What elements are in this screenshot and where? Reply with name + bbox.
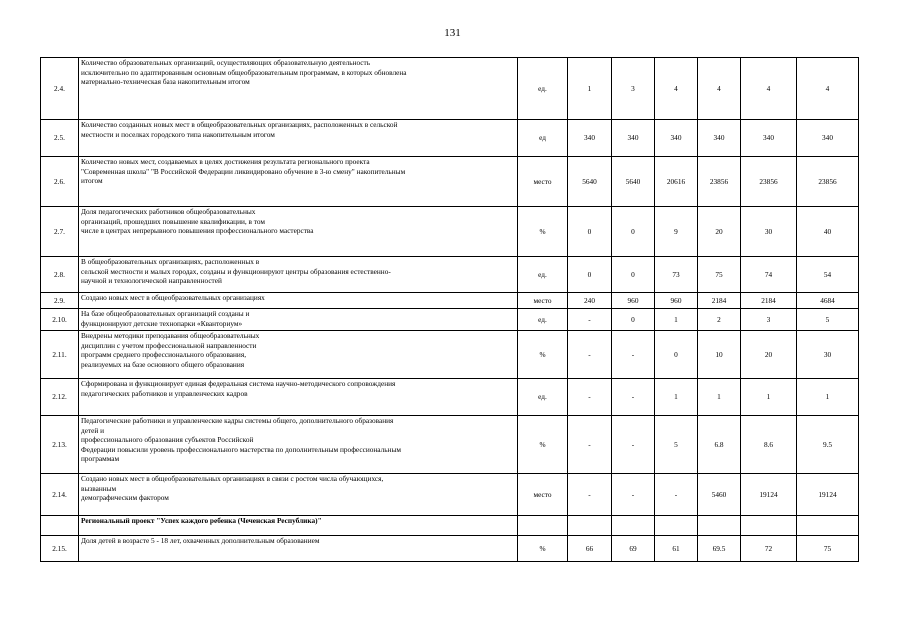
value-cell: 20616 (655, 157, 698, 207)
row-number: 2.10. (41, 309, 79, 331)
indicator-name-line: Количество созданных новых мест в общеобразовательных организациях, расположенных в сельской (81, 120, 398, 129)
indicator-name (79, 536, 518, 562)
value-cell: - (568, 474, 612, 516)
value-cell: 340 (741, 120, 797, 157)
row-number: 2.8. (41, 257, 79, 293)
indicator-name-line: итогом (81, 176, 103, 185)
value-cell: 0 (612, 207, 655, 257)
indicator-name-line: дисциплин с учетом профессиональной направленности (81, 340, 257, 350)
indicator-name (79, 331, 518, 379)
value-cell (741, 516, 797, 536)
table-row (41, 257, 859, 293)
table-row (41, 157, 859, 207)
indicator-name-line: Федерации повысили уровень профессионального мастерства по дополнительным профессиональным (81, 444, 401, 454)
unit-cell: % (518, 331, 568, 379)
unit-cell: место (518, 474, 568, 516)
indicators-table (40, 57, 859, 562)
unit-cell: ед. (518, 379, 568, 416)
row-number: 2.14. (41, 474, 79, 516)
value-cell: 340 (655, 120, 698, 157)
value-cell: 9 (655, 207, 698, 257)
value-cell: 1 (797, 379, 859, 416)
value-cell: 4684 (797, 293, 859, 309)
indicator-name-line: Доля детей в возрасте 5 - 18 лет, охваченных дополнительным образованием (81, 536, 320, 545)
indicator-name-line: организаций, прошедших повышение квалификации, в том (81, 216, 266, 226)
value-cell: 5640 (612, 157, 655, 207)
value-cell (797, 516, 859, 536)
indicator-name (79, 257, 518, 293)
value-cell: 30 (741, 207, 797, 257)
value-cell: 10 (698, 331, 741, 379)
table-row (41, 331, 859, 379)
value-cell: 75 (698, 257, 741, 293)
value-cell: 0 (612, 309, 655, 331)
value-cell: 0 (568, 257, 612, 293)
indicator-name (79, 120, 518, 157)
indicator-name (79, 516, 518, 536)
row-number: 2.13. (41, 416, 79, 474)
unit-cell: место (518, 157, 568, 207)
value-cell: - (655, 474, 698, 516)
table-row (41, 293, 859, 309)
unit-cell: % (518, 207, 568, 257)
value-cell: 69 (612, 536, 655, 562)
value-cell: 340 (612, 120, 655, 157)
section-row (41, 516, 859, 536)
indicator-name (79, 58, 518, 120)
indicator-name-line: Педагогические работники и управленческие кадры системы общего, дополнительного образования (81, 416, 394, 425)
value-cell: 2 (698, 309, 741, 331)
value-cell: 4 (655, 58, 698, 120)
indicator-name-line: Внедрены методики преподавания общеобразовательных (81, 331, 260, 340)
value-cell: 20 (698, 207, 741, 257)
value-cell: 1 (741, 379, 797, 416)
indicator-name-line: Сформирована и функционирует единая федеральная система научно-методического сопровождения (81, 379, 396, 388)
value-cell: - (568, 309, 612, 331)
value-cell: 0 (655, 331, 698, 379)
value-cell: 30 (797, 331, 859, 379)
indicator-name-line: Создано новых мест в общеобразовательных организациях в связи с ростом числа обучающихся, (81, 474, 384, 483)
value-cell: 20 (741, 331, 797, 379)
unit-cell: ед. (518, 58, 568, 120)
row-number: 2.4. (41, 58, 79, 120)
unit-cell: ед. (518, 257, 568, 293)
indicator-name (79, 207, 518, 257)
unit-cell: ед. (518, 309, 568, 331)
value-cell: 340 (568, 120, 612, 157)
value-cell: 23856 (797, 157, 859, 207)
value-cell: 0 (612, 257, 655, 293)
value-cell (612, 516, 655, 536)
value-cell: 240 (568, 293, 612, 309)
value-cell: 19124 (741, 474, 797, 516)
value-cell: - (612, 416, 655, 474)
table-row (41, 379, 859, 416)
indicator-name (79, 416, 518, 474)
row-number: 2.12. (41, 379, 79, 416)
indicator-name-line: Количество образовательных организаций, осуществляющих образовательную деятельность (81, 58, 371, 67)
value-cell: 23856 (741, 157, 797, 207)
indicator-name-line: исключительно по адаптированным основным общеобразовательным программам, в которых обновлена (81, 67, 407, 77)
table-row (41, 58, 859, 120)
unit-cell: % (518, 416, 568, 474)
value-cell: 5640 (568, 157, 612, 207)
value-cell (568, 516, 612, 536)
indicator-name-line: "Современная школа" "В Российской Федерации ликвидировано обучение в 3-ю смену" накопительным (81, 166, 406, 176)
value-cell: - (612, 474, 655, 516)
value-cell: 8.6 (741, 416, 797, 474)
indicator-name-line: Региональный проект "Успех каждого ребенка (Чеченская Республика)" (81, 516, 322, 525)
row-number: 2.5. (41, 120, 79, 157)
value-cell (698, 516, 741, 536)
indicator-name-line: педагогических работников и управленческих кадров (81, 388, 248, 398)
indicator-name-line: детей и (81, 425, 105, 435)
indicator-name-line: реализуемых на базе основного общего образования (81, 359, 245, 369)
page-number: 131 (444, 27, 461, 39)
value-cell: 4 (698, 58, 741, 120)
value-cell: - (612, 331, 655, 379)
table-row (41, 536, 859, 562)
row-number: 2.7. (41, 207, 79, 257)
indicator-name-line: Создано новых мест в общеобразовательных организациях (81, 293, 265, 302)
unit-cell: ед (518, 120, 568, 157)
value-cell: 5460 (698, 474, 741, 516)
value-cell: 9.5 (797, 416, 859, 474)
unit-cell: % (518, 536, 568, 562)
row-number: 2.11. (41, 331, 79, 379)
value-cell: 340 (797, 120, 859, 157)
indicator-name-line: В общеобразовательных организациях, расположенных в (81, 257, 260, 266)
indicator-name (79, 474, 518, 516)
value-cell: 6.8 (698, 416, 741, 474)
row-number: 2.9. (41, 293, 79, 309)
value-cell: 61 (655, 536, 698, 562)
value-cell: 4 (797, 58, 859, 120)
indicator-name-line: сельской местности и малых городах, созданы и функционируют центры образования естественно- (81, 266, 391, 276)
indicator-name-line: Доля педагогических работников общеобразовательных (81, 207, 256, 216)
indicator-name-line: научной и технологической направленностей (81, 276, 222, 285)
table-row (41, 120, 859, 157)
indicator-name-line: функционируют детские технопарки «Кванториум» (81, 318, 243, 328)
indicator-name (79, 157, 518, 207)
value-cell: 2184 (741, 293, 797, 309)
value-cell: 69.5 (698, 536, 741, 562)
indicator-name-line: вызванным (81, 483, 117, 493)
table-row (41, 416, 859, 474)
indicator-name-line: Количество новых мест, создаваемых в целях достижения результата регионального проекта (81, 157, 370, 166)
indicator-name (79, 309, 518, 331)
indicator-name-line: числе в центрах непрерывного повышения профессионального мастерства (81, 226, 314, 235)
value-cell: 74 (741, 257, 797, 293)
value-cell: 75 (797, 536, 859, 562)
value-cell: - (612, 379, 655, 416)
value-cell: 23856 (698, 157, 741, 207)
value-cell: 2184 (698, 293, 741, 309)
value-cell: 40 (797, 207, 859, 257)
indicator-name-line: программ среднего профессионального образования, (81, 350, 247, 359)
value-cell: 340 (698, 120, 741, 157)
indicator-name-line: местности и поселках городского типа накопительным итогом (81, 129, 275, 139)
value-cell: 66 (568, 536, 612, 562)
value-cell: - (568, 331, 612, 379)
value-cell: 1 (698, 379, 741, 416)
value-cell: 0 (568, 207, 612, 257)
value-cell: 73 (655, 257, 698, 293)
unit-cell (518, 516, 568, 536)
value-cell: 5 (797, 309, 859, 331)
value-cell (655, 516, 698, 536)
value-cell: 54 (797, 257, 859, 293)
row-number (41, 516, 79, 536)
row-number: 2.6. (41, 157, 79, 207)
value-cell: 4 (741, 58, 797, 120)
value-cell: 72 (741, 536, 797, 562)
table-row (41, 207, 859, 257)
value-cell: 1 (655, 309, 698, 331)
indicator-name-line: профессионального образования субъектов Российской (81, 435, 254, 444)
indicator-name-line: демографическим фактором (81, 493, 169, 502)
value-cell: 1 (568, 58, 612, 120)
value-cell: 1 (655, 379, 698, 416)
table-row (41, 474, 859, 516)
value-cell: - (568, 416, 612, 474)
indicator-name-line: На базе общеобразовательных организаций созданы и (81, 309, 250, 318)
indicator-name-line: программам (81, 454, 120, 463)
value-cell: - (568, 379, 612, 416)
value-cell: 960 (655, 293, 698, 309)
row-number: 2.15. (41, 536, 79, 562)
indicator-name (79, 293, 518, 309)
value-cell: 3 (741, 309, 797, 331)
unit-cell: место (518, 293, 568, 309)
value-cell: 5 (655, 416, 698, 474)
value-cell: 3 (612, 58, 655, 120)
indicator-name (79, 379, 518, 416)
value-cell: 19124 (797, 474, 859, 516)
value-cell: 960 (612, 293, 655, 309)
table-row (41, 309, 859, 331)
indicator-name-line: материально-техническая база накопительным итогом (81, 77, 250, 86)
